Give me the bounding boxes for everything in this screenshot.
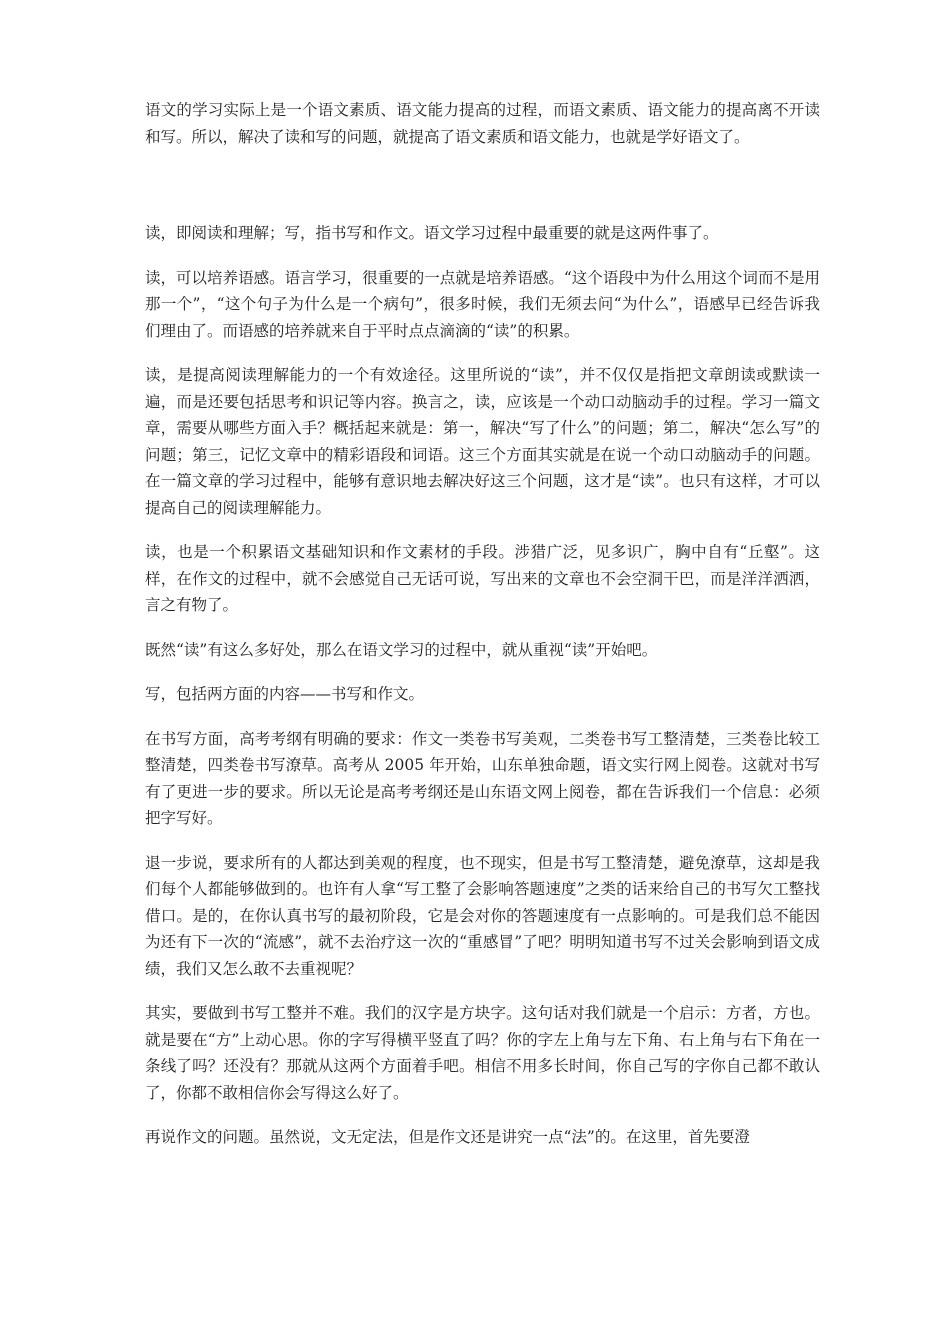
- paragraph-reading-accumulation: 读，也是一个积累语文基础知识和作文素材的手段。涉猎广泛，见多识广，胸中自有“丘壑”。这样，在作文的过程中，就不会感觉自己无话可说，写出来的文章也不会空洞干巴，而是洋洋洒洒，言之有物了。: [145, 543, 820, 614]
- paragraph-handwriting-method: 其实，要做到书写工整并不难。我们的汉字是方块字。这句话对我们就是一个启示：方者，方也。就是要在“方”上动心思。你的字写得横平竖直了吗？你的字左上角与左下角、右上角与右下角在一条线了吗？还没有？那就从这两个方面着手吧。相信不用多长时间，你自己写的字你自己都不敢认了，你都不敢相信你会写得这么好了。: [145, 1004, 820, 1102]
- paragraph-read-write-definition: 读，即阅读和理解；写，指书写和作文。语文学习过程中最重要的就是这两件事了。: [145, 224, 719, 242]
- paragraph-intro: 语文的学习实际上是一个语文素质、语文能力提高的过程，而语文素质、语文能力的提高离不开读和写。所以，解决了读和写的问题，就提高了语文素质和语文能力，也就是学好语文了。: [145, 101, 820, 146]
- document-body: [145, 97, 820, 1169]
- paragraph-composition-intro: 再说作文的问题。虽然说，文无定法，但是作文还是讲究一点“法”的。在这里，首先要澄: [145, 1128, 750, 1146]
- paragraph-handwriting-requirements: 在书写方面，高考考纲有明确的要求：作文一类卷书写美观，二类卷书写工整清楚，三类卷比较工整清楚，四类卷书写潦草。高考从 2005 年开始，山东单独命题，语文实行网上阅卷。这就对书写有了更进一步的要求。所以无论是高考考纲还是山东语文网上阅卷，都在告诉我们一个信息：必须把字写好。: [145, 729, 820, 827]
- paragraph-reading-conclusion: 既然“读”有这么多好处，那么在语文学习的过程中，就从重视“读”开始吧。: [145, 640, 658, 659]
- paragraph-handwriting-neatness: 退一步说，要求所有的人都达到美观的程度，也不现实，但是书写工整清楚，避免潦草，这却是我们每个人都能够做到的。也许有人拿“写工整了会影响答题速度”之类的话来给自己的书写欠工整找借口。是的，在你认真书写的最初阶段，它是会对你的答题速度有一点影响的。可是我们总不能因为还有下一次的“流感”，就不去治疗这一次的“重感冒”了吧？明明知道书写不过关会影响到语文成绩，我们又怎么敢不去重视呢？: [145, 853, 820, 978]
- paragraph-writing-intro: 写，包括两方面的内容——书写和作文。: [145, 685, 425, 703]
- paragraph-reading-language-sense: 读，可以培养语感。语言学习，很重要的一点就是培养语感。“这个语段中为什么用这个词而不是用那一个”，“这个句子为什么是一个病句”，很多时候，我们无须去问“为什么”，语感早已经告诉我们理由了。而语感的培养就来自于平时点点滴滴的“读”的积累。: [145, 268, 820, 340]
- paragraph-reading-comprehension: 读，是提高阅读理解能力的一个有效途径。这里所说的“读”，并不仅仅是指把文章朗读或默读一遍，而是还要包括思考和识记等内容。换言之，读，应该是一个动口动脑动手的过程。学习一篇文章，需要从哪些方面入手？概括起来就是：第一，解决“写了什么”的问题；第二，解决“怎么写”的问题；第三，记忆文章中的精彩语段和词语。这三个方面其实就是在说一个动口动脑动手的问题。在一篇文章的学习过程中，能够有意识地去解决好这三个问题，这才是“读”。也只有这样，才可以提高自己的阅读理解能力。: [145, 366, 820, 517]
